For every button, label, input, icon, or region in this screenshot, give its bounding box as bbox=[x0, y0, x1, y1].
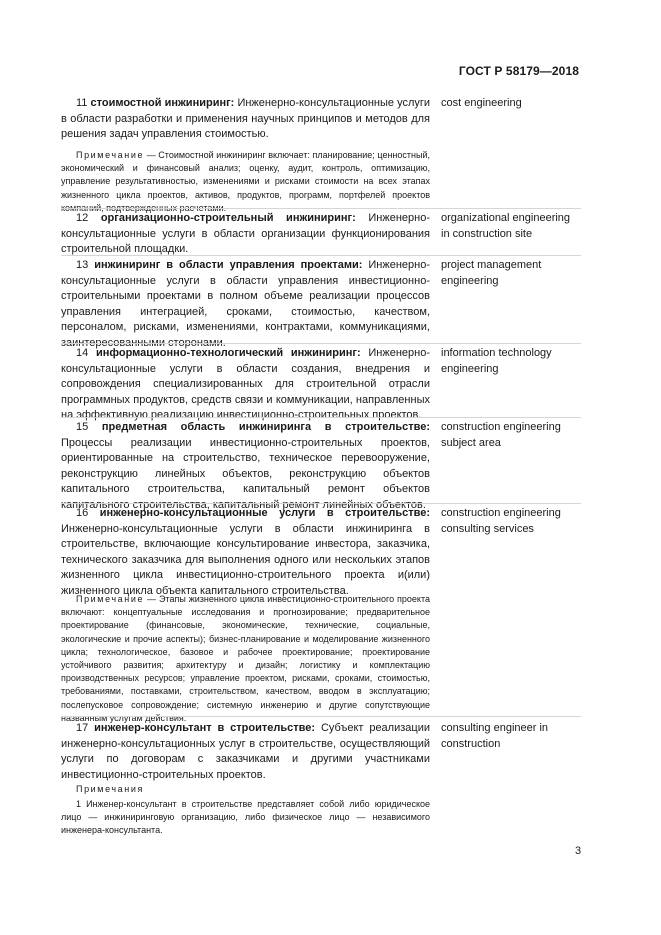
term-name: инженерно-консультационные услуги в строительстве: bbox=[99, 507, 431, 519]
term-entry-16 bbox=[61, 503, 581, 723]
page-number: 3 bbox=[575, 845, 582, 857]
term-text bbox=[61, 506, 430, 599]
english-equivalent: consulting engineer in construction bbox=[441, 722, 549, 750]
term-number: 13 bbox=[76, 259, 89, 271]
english-equivalent: construction engineering consulting services bbox=[441, 507, 561, 535]
term-text bbox=[61, 258, 430, 351]
term-name: стоимостной инжиниринг: bbox=[90, 97, 235, 109]
english-equivalent: information technology engineering bbox=[441, 347, 552, 375]
term-definition: Инженерно-консультационные услуги в области разработки и применения научных принципов и методов для решения задач управления стоимостью. bbox=[61, 97, 431, 140]
note-heading bbox=[61, 783, 430, 796]
term-number: 12 bbox=[76, 212, 89, 224]
term-entry-17 bbox=[61, 716, 581, 836]
term-number: 14 bbox=[76, 347, 89, 359]
note-label: Примечание bbox=[76, 594, 145, 604]
term-name: информационно-технологический инжиниринг: bbox=[95, 347, 361, 359]
term-definition: Инженерно-консультационные услуги в области организации функционирования строительной площадки. bbox=[61, 212, 431, 255]
term-definition: Процессы реализации инвестиционно-строительных проектов, ориентированные на строительство, техническое перевооружение, реконструкцию линейных объектов, реконструкцию объектов капитального строительства, капитальный ремонт объектов капитального строительства, капитальный ремонт линейных объектов. bbox=[61, 436, 430, 511]
note-text: 1 Инженер-консультант в строительстве представляет собой либо юридическое лицо — инжиниринговую организацию, либо физическое лицо — независимого инженера-консультанта. bbox=[61, 799, 430, 836]
english-equivalent: cost engineering bbox=[441, 97, 522, 109]
term-text bbox=[61, 420, 430, 513]
standard-designation: ГОСТ Р 58179—2018 bbox=[458, 64, 579, 78]
term-number: 16 bbox=[76, 507, 89, 519]
term-text bbox=[61, 211, 430, 258]
term-text bbox=[61, 346, 430, 424]
term-definition: Инженерно-консультационные услуги в области создания, внедрения и сопровождения специализированных для строительной отрасли программных продуктов, средств связи и коммуникации, направленных на эффективную реализацию инвестиционно-строительных проектов. bbox=[61, 347, 430, 421]
term-name: предметная область инжиниринга в строительстве: bbox=[101, 421, 430, 433]
term-entry-14 bbox=[61, 343, 581, 421]
note-label: Примечание bbox=[76, 150, 145, 160]
term-definition: Инженерно-консультационные услуги в области инжиниринга в строительстве, включающие консультирование инвестора, заказчика, технического заказчика для выполнения одного или нескольких этапов жизненного цикла инвестиционно-строительного проекта и(или) жизненного цикла объекта капитального строительства. bbox=[61, 522, 430, 597]
term-name: инженер-консультант в строительстве: bbox=[94, 722, 316, 734]
term-text bbox=[61, 721, 430, 783]
note-label: Примечания bbox=[76, 784, 144, 794]
note bbox=[61, 593, 430, 725]
english-equivalent: project management engineering bbox=[441, 259, 542, 287]
note bbox=[61, 149, 430, 215]
term-number: 17 bbox=[76, 722, 89, 734]
term-name: инжиниринг в области управления проектами: bbox=[94, 259, 363, 271]
term-entry-12 bbox=[61, 208, 581, 255]
note bbox=[61, 798, 430, 838]
term-definition: Инженерно-консультационные услуги в области управления инвестиционно-строительными проектами в полном объеме реализации процессов управления интеграцией, сроками, стоимостью, качеством, персоналом, рисками, изменениями, контрактами, коммуникациями, заинтересованными сторонами. bbox=[61, 259, 430, 349]
term-entry-13 bbox=[61, 255, 581, 349]
english-equivalent: organizational engineering in construction site bbox=[441, 212, 571, 240]
term-definition: Субъект реализации инженерно-консультационных услуг в строительстве, осуществляющий услуги по договорам с заказчиками и другими участниками инвестиционно-строительных проектов. bbox=[61, 722, 430, 781]
term-text bbox=[61, 96, 430, 143]
term-name: организационно-строительный инжиниринг: bbox=[100, 212, 356, 224]
term-number: 11 bbox=[76, 97, 88, 109]
note-text: — Стоимостной инжиниринг включает: планирование; ценностный, экономический и финансовый анализ; оценку, аудит, контроль, оптимизацию, управление результативностью, изменениями и рисками стоимости на всех этапах жизненного цикла проектов, активов, продуктов, программ, портфелей проектов компаний, подтвержденных расчетами. bbox=[61, 150, 430, 213]
term-entry-15 bbox=[61, 417, 581, 511]
note-text: — Этапы жизненного цикла инвестиционно-строительного проекта включают: концептуальные исследования и прогнозирование; предварительное проектирование (финансовые, экономические, технические, социальные, экологические и прочие аспекты); бизнес-планирование и моделирование жизненного цикла; технологическое, базовое и рабочее проектирование; проектирование устойчивого развития; архитектуру и дизайн; логистику и комплектацию производственных ресурсов; управление проектом, рисками, сроками, стоимостью, требованиями, поставками, строительством, качеством, вводом в эксплуатацию; послепусковое сопровождение; системную инженерию и другие сопутствующие названным услугам действия. bbox=[61, 594, 430, 723]
english-equivalent: construction engineering subject area bbox=[441, 421, 561, 449]
term-number: 15 bbox=[76, 421, 89, 433]
